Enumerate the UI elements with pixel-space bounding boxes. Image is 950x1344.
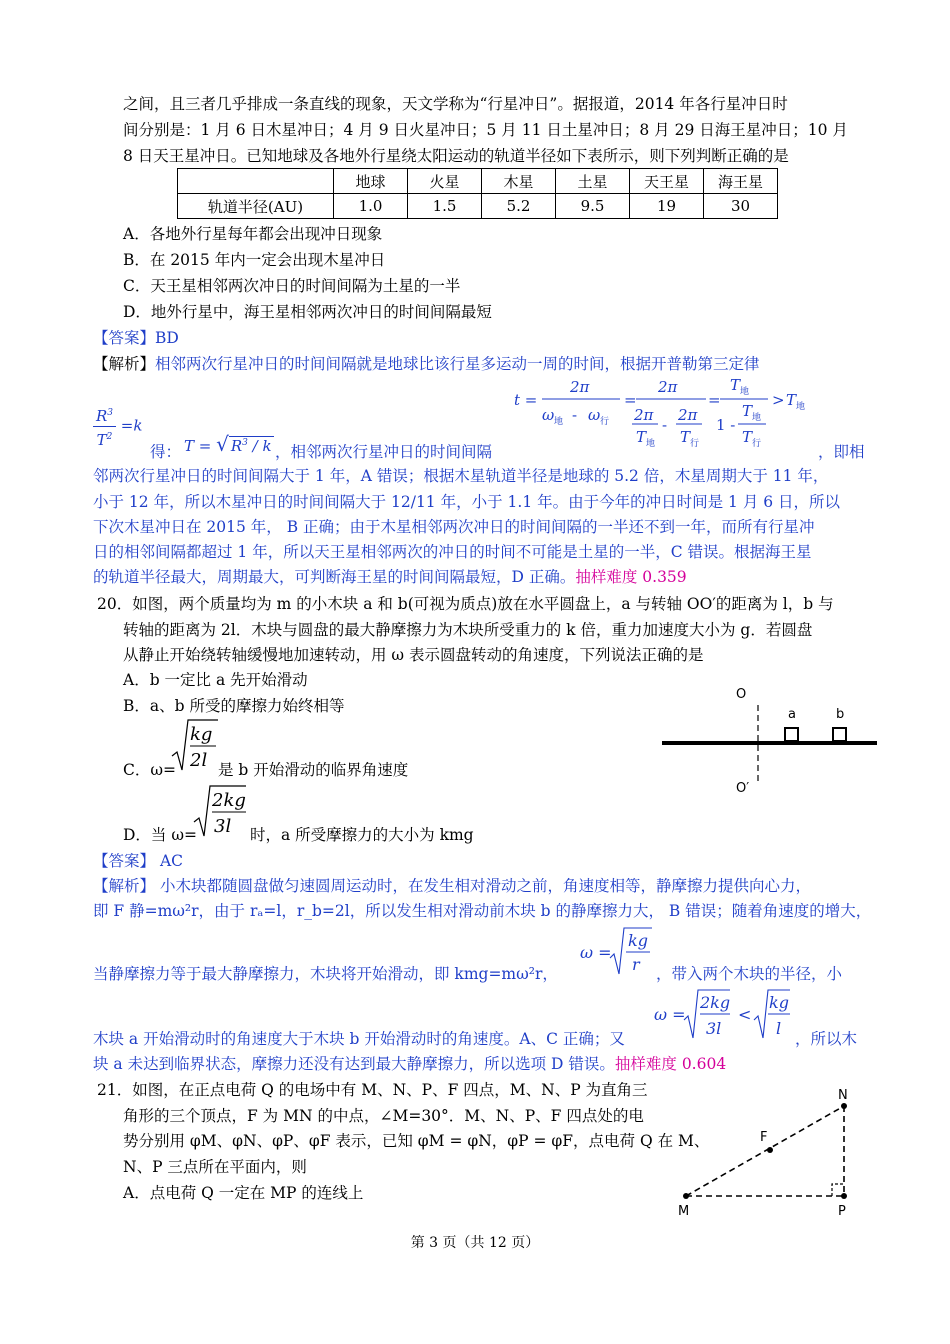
svg-text:T: T [742, 402, 753, 420]
table-header-cell [178, 169, 334, 194]
q20-option-d-pre: D．当 ω= [123, 826, 197, 844]
q20-answer [93, 849, 183, 871]
svg-text:-: - [662, 416, 668, 434]
svg-text:3l: 3l [706, 1019, 722, 1038]
q21-line-3: 势分别用 φM、φN、φP、φF 表示，已知 φM = φN，φP = φF，点电荷 Q 在 M、 [123, 1132, 710, 1150]
point-p-label: P [838, 1204, 846, 1219]
axis-o-prime-label: O′ [736, 781, 750, 796]
q20-option-c-pre: C．ω= [123, 761, 176, 779]
q20-analysis-line-7 [93, 1052, 726, 1074]
svg-text:=: = [708, 391, 721, 409]
q19-analysis-8 [93, 565, 687, 587]
point-m-label: M [678, 1204, 690, 1219]
svg-text:地: 地 [740, 387, 750, 397]
svg-text:2kg: 2kg [212, 790, 246, 811]
svg-text:kg: kg [769, 993, 789, 1012]
table-cell: 1.0 [334, 194, 408, 219]
q20-line-3: 从静止开始绕转轴缓慢地加速转动，用 ω 表示圆盘转动的角速度，下列说法正确的是 [123, 646, 704, 664]
svg-text:地: 地 [752, 413, 762, 423]
table-header-cell: 海王星 [704, 169, 778, 194]
analysis-text: 小木块都随圆盘做匀速圆周运动时，在发生相对滑动之前，角速度相等，静摩擦力提供向心力， [159, 877, 811, 895]
period-formula: T = √ $R^3$ / k [184, 432, 272, 456]
table-header-row [178, 169, 778, 194]
table-header-cell: 地球 [334, 169, 408, 194]
answer-value: BD [155, 329, 179, 347]
svg-text:2π: 2π [678, 406, 698, 424]
table-cell: 19 [630, 194, 704, 219]
q19-option-b: B．在 2015 年内一定会出现木星冲日 [123, 251, 386, 269]
analysis-text: 的轨道半径最大，周期最大，可判断海王星的时间间隔最短，D 正确。 [93, 568, 576, 586]
svg-text:ω =: ω = [654, 1005, 686, 1024]
orbit-radius-table [177, 168, 778, 219]
q19-analysis-7: 日的相邻间隔都超过 1 年，所以天王星相邻两次的冲日的时间不可能是土星的一半，C 错误。根据海王星 [93, 543, 812, 561]
sqrt-2kg-3l [192, 784, 250, 840]
svg-text:2π: 2π [570, 378, 590, 396]
svg-text:3l: 3l [214, 816, 232, 837]
triangle-diagram [672, 1088, 862, 1228]
svg-text:ω =: ω = [580, 943, 612, 962]
disk-diagram [662, 685, 882, 800]
svg-text:T: T [636, 428, 647, 446]
svg-text:T: T [786, 391, 797, 409]
svg-text:1 -: 1 - [716, 416, 736, 434]
difficulty-label: 抽样难度 0.604 [614, 1055, 727, 1073]
point-f-label: F [760, 1130, 768, 1145]
q20-option-c-post: 是 b 开始滑动的临界角速度 [218, 761, 409, 779]
svg-text:l: l [776, 1019, 782, 1038]
q19-analysis-6: 下次木星冲日在 2015 年， B 正确；由于木星相邻两次冲日的时间间隔的一半还不到一年，而所有行星冲 [93, 518, 815, 536]
difficulty-label: 抽样难度 0.359 [575, 568, 687, 586]
svg-text:T: T [742, 428, 753, 446]
svg-text:ω: ω [588, 406, 601, 424]
svg-text:行: 行 [600, 417, 610, 427]
svg-text:-: - [572, 406, 578, 424]
table-row [178, 194, 778, 219]
axis-o-label: O [736, 687, 747, 702]
q21-triangle-figure [672, 1088, 862, 1228]
q20-line-2: 转轴的距离为 2l．木块与圆盘的最大静摩擦力为木块所受重力的 k 倍，重力加速度大小为 g．若圆盘 [123, 621, 813, 639]
svg-text:行: 行 [690, 439, 700, 449]
q20-analysis-line-2: 即 F 静=mω²r，由于 rₐ=l，r_b=2l，所以发生相对滑动前木块 b 的静摩擦力大， B 错误；随着角速度的增大， [93, 902, 872, 920]
analysis-text: 块 a 未达到临界状态，摩擦力还没有达到最大静摩擦力，所以选项 D 错误。 [93, 1055, 615, 1073]
q20-option-d-post: 时，a 所受摩擦力的大小为 kmg [250, 826, 474, 844]
table-cell: 9.5 [556, 194, 630, 219]
svg-text:t =: t = [514, 391, 538, 409]
q21-line-4: N、P 三点所在平面内，则 [123, 1158, 307, 1176]
q19-analysis-get: 得： [150, 443, 182, 461]
svg-text:kg: kg [190, 724, 213, 745]
q21-option-a: A．点电荷 Q 一定在 MP 的连线上 [123, 1184, 364, 1202]
q19-analysis-3: ，即相 [818, 443, 865, 461]
q21-line-1: 21．如图，在正点电荷 Q 的电场中有 M、N、P、F 四点，M、N、P 为直角三 [97, 1081, 648, 1099]
svg-text:=: = [624, 391, 637, 409]
q20-analysis-line-4: ，带入两个木块的半径，小 [656, 965, 843, 983]
sqrt-kg-2l [170, 718, 220, 774]
svg-text:ω: ω [542, 406, 555, 424]
table-header-cell: 火星 [408, 169, 482, 194]
q19-analysis-5: 小于 12 年，所以木星冲日的时间间隔大于 12/11 年，小于 1.1 年。由于今年的冲日时间是 1 月 6 日，所以 [93, 493, 841, 511]
q20-disk-figure [662, 685, 882, 800]
q19-option-c: C．天王星相邻两次冲日的时间间隔为土星的一半 [123, 277, 461, 295]
svg-text:<: < [738, 1005, 752, 1024]
answer-label: 【答案】 [93, 852, 156, 870]
q19-line-3: 8 日天王星冲日。已知地球及各地外行星绕太阳运动的轨道半径如下表所示，则下列判断正确的是 [123, 147, 789, 165]
analysis-label: 【解析】 [93, 877, 156, 895]
q19-option-a: A．各地外行星每年都会出现冲日现象 [123, 225, 383, 243]
analysis-label: 【解析】 [93, 355, 156, 373]
omega-sqrt-kg-r [576, 924, 656, 980]
svg-text:>: > [772, 391, 785, 409]
answer-value: AC [159, 852, 184, 870]
table-cell: 1.5 [408, 194, 482, 219]
answer-label: 【答案】 [93, 329, 156, 347]
q20-analysis-line-3: 当静摩擦力等于最大静摩擦力，木块将开始滑动，即 kmg=mω²r， [93, 965, 558, 983]
svg-text:T: T [730, 376, 741, 394]
svg-text:T: T [680, 428, 691, 446]
table-header-cell: 木星 [482, 169, 556, 194]
q20-option-b: B．a、b 所受的摩擦力始终相等 [123, 697, 345, 715]
q19-answer [93, 326, 179, 348]
q19-line-1: 之间，且三者几乎排成一条直线的现象，天文学称为“行星冲日”。据报道，2014 年各行星冲日时 [123, 95, 788, 113]
omega-comparison [650, 986, 795, 1046]
table-cell: 30 [704, 194, 778, 219]
svg-text:2l: 2l [190, 750, 208, 771]
block-b-label: b [836, 707, 845, 722]
table-row-label: 轨道半径(AU) [178, 194, 334, 219]
q20-analysis-line-6: ，所以木 [795, 1030, 858, 1048]
page-footer: 第 3 页（共 12 页） [410, 1235, 540, 1251]
svg-text:2π: 2π [634, 406, 654, 424]
table-header-cell: 土星 [556, 169, 630, 194]
block-a-label: a [788, 707, 796, 722]
table-cell: 5.2 [482, 194, 556, 219]
analysis-text: 相邻两次行星冲日的时间间隔就是地球比该行星多运动一周的时间，根据开普勒第三定律 [155, 355, 760, 373]
q19-analysis-4: 邻两次行星冲日的时间间隔大于 1 年，A 错误；根据木星轨道半径是地球的 5.2 倍，木星周期大于 11 年， [93, 467, 829, 485]
q20-option-a: A．b 一定比 a 先开始滑动 [123, 671, 308, 689]
svg-text:r: r [632, 955, 640, 974]
svg-text:地: 地 [796, 402, 806, 412]
svg-text:地: 地 [646, 439, 656, 449]
point-n-label: N [838, 1088, 848, 1103]
q20-line-1: 20．如图，两个质量均为 m 的小木块 a 和 b(可视为质点)放在水平圆盘上，a 与转轴 OO′的距离为 l，b 与 [97, 595, 834, 613]
table-header-cell: 天王星 [630, 169, 704, 194]
svg-text:kg: kg [628, 931, 648, 950]
q19-line-2: 间分别是：1 月 6 日木星冲日；4 月 9 日火星冲日；5 月 11 日土星冲日；8 月 29 日海王星冲日；10 月 [123, 121, 848, 139]
svg-text:地: 地 [554, 417, 564, 427]
interval-formula [508, 372, 808, 462]
q20-analysis-line-1 [93, 874, 811, 896]
svg-text:2π: 2π [658, 378, 678, 396]
q19-option-d: D．地外行星中，海王星相邻两次冲日的时间间隔最短 [123, 303, 492, 321]
q19-analysis-2: ，相邻两次行星冲日的时间间隔 [275, 443, 493, 461]
q19-analysis-line-1 [93, 352, 760, 374]
q21-line-2: 角形的三个顶点，F 为 MN 的中点，∠M=30°．M、N、P、F 四点处的电 [123, 1107, 644, 1125]
svg-text:行: 行 [752, 439, 762, 449]
q20-analysis-line-5: 木块 a 开始滑动时的角速度大于木块 b 开始滑动时的角速度。A、C 正确；又 [93, 1030, 625, 1048]
svg-text:2kg: 2kg [700, 993, 731, 1012]
kepler-formula: $\frac{R^3}{T^2}$ =k [93, 403, 142, 450]
